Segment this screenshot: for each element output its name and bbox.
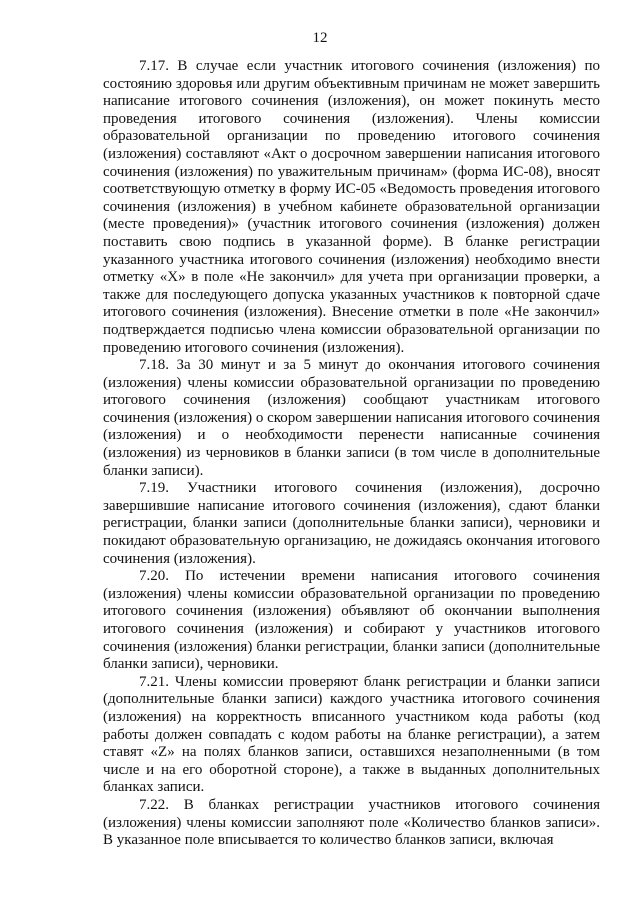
paragraph-7-17: 7.17. В случае если участник итогового сочинения (изложения) по состоянию здоровья или другим объективным причинам не может завершить написание итогового сочинения (изложения), он может покинуть место проведения итогового сочинения (изложения). Члены комиссии образовательной организации по проведению итогового сочинения (изложения) составляют «Акт о досрочном завершении написания итогового сочинения (изложения) по уважительным причинам» (форма ИС-08), вносят соответствующую отметку в форму ИС-05 «Ведомость проведения итогового сочинения (изложения) в учебном кабинете образовательной организации (месте проведения)» (участник итогового сочинения (изложения) должен поставить свою подпись в указанной форме). В бланке регистрации указанного участника итогового сочинения (изложения) необходимо внести отметку «X» в поле «Не закончил» для учета при организации проверки, а также для последующего допуска указанных участников к повторной сдаче итогового сочинения (изложения). Внесение отметки в поле «Не закончил» подтверждается подписью члена комиссии образовательной организации по проведению итогового сочинения (изложения). xyxy=(103,58,600,356)
paragraph-7-20: 7.20. По истечении времени написания итогового сочинения (изложения) члены комиссии образовательной организации по проведению итогового сочинения (изложения) объявляют об окончании выполнения итогового сочинения (изложения) и собирают у участников итогового сочинения (изложения) бланки регистрации, бланки записи (дополнительные бланки записи), черновики. xyxy=(103,568,600,673)
page-number: 12 xyxy=(312,30,328,46)
paragraph-7-18: 7.18. За 30 минут и за 5 минут до окончания итогового сочинения (изложения) члены комиссии образовательной организации по проведению итогового сочинения (изложения) сообщают участникам итогового сочинения (изложения) о скором завершении написания итогового сочинения (изложения) и о необходимости перенести написанные сочинения (изложения) из черновиков в бланки записи (в том числе в дополнительные бланки записи). xyxy=(103,357,600,479)
paragraph-7-19: 7.19. Участники итогового сочинения (изложения), досрочно завершившие написание итогового сочинения (изложения), сдают бланки регистрации, бланки записи (дополнительные бланки записи), черновики и покидают образовательную организацию, не дожидаясь окончания итогового сочинения (изложения). xyxy=(103,480,600,567)
paragraph-7-21: 7.21. Члены комиссии проверяют бланк регистрации и бланки записи (дополнительные бланки записи) каждого участника итогового сочинения (изложения) на корректность вписанного участником кода работы (код работы должен совпадать с кодом работы на бланке регистрации), а затем ставят «Z» на полях бланков записи, оставшихся незаполненными (в том числе и на его оборотной стороне), а также в выданных дополнительных бланках записи. xyxy=(103,673,600,796)
document-body xyxy=(103,58,600,850)
paragraph-7-22: 7.22. В бланках регистрации участников итогового сочинения (изложения) члены комиссии заполняют поле «Количество бланков записи». В указанное поле вписывается то количество бланков записи, включая xyxy=(103,796,600,849)
